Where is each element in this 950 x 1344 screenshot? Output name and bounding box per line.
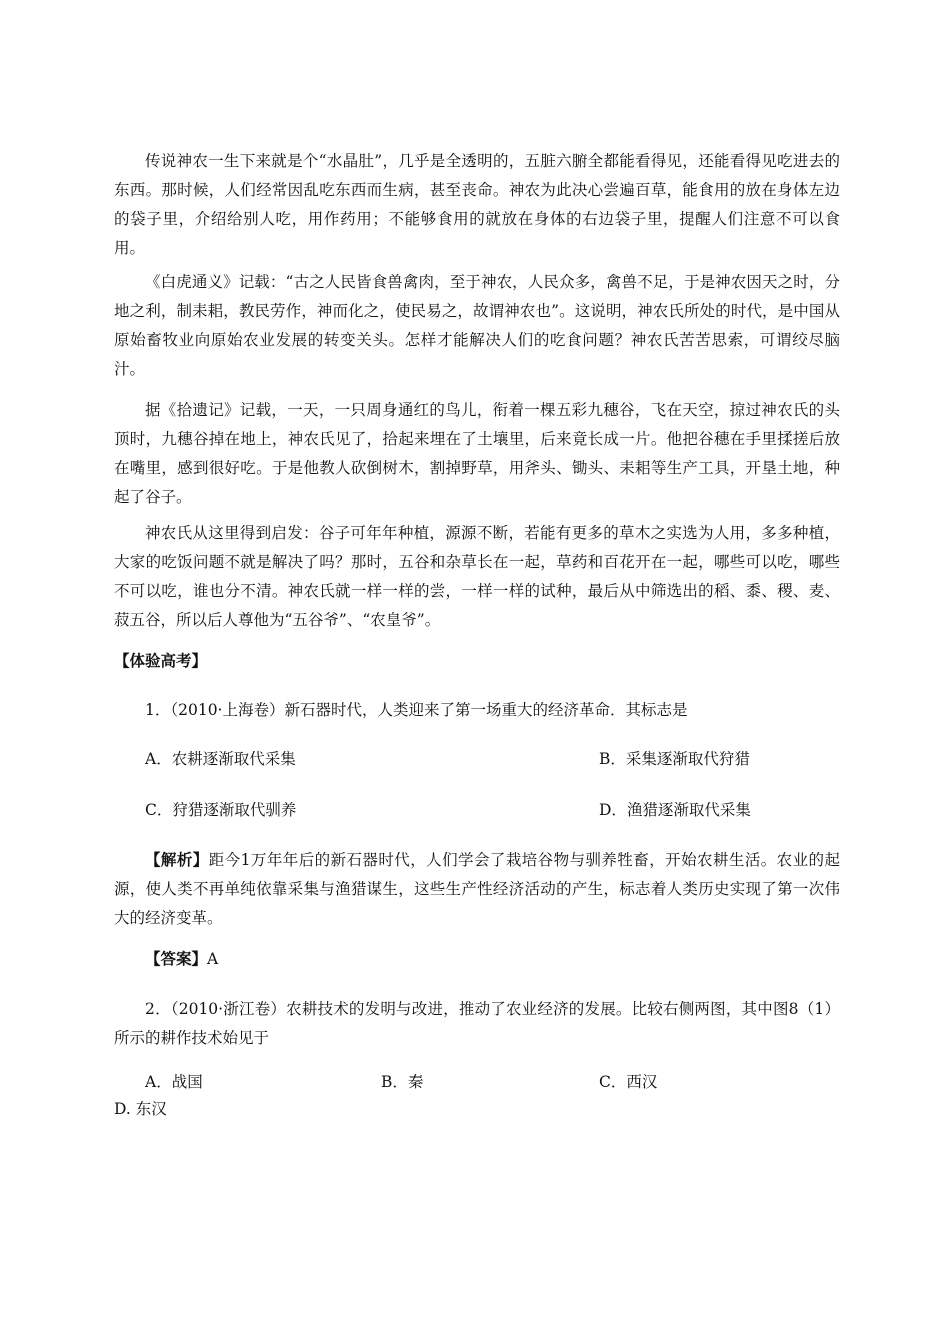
paragraph-shennong-birth: 传说神农一生下来就是个“水晶肚”，几乎是全透明的，五脏六腑全都能看得见，还能看得见吃进去的东西。那时候，人们经常因乱吃东西而生病，甚至丧命。神农为此决心尝遍百草，能食用的放在身体左边的袋子里，介绍给别人吃，用作药用；不能够食用的就放在身体的右边袋子里，提醒人们注意不可以食用。 — [114, 152, 840, 257]
question-1-option-b: B．采集逐渐取代狩猎 — [599, 750, 750, 768]
section-heading: 【体验高考】 — [114, 651, 208, 670]
paragraph-inspiration: 神农氏从这里得到启发：谷子可年年种植，源源不断，若能有更多的草木之实选为人用，多多种植，大家的吃饭问题不就是解决了吗？那时，五谷和杂草长在一起，草药和百花开在一起，哪些可以吃，哪些不可以吃，谁也分不清。神农氏就一样一样的尝，一样一样的试种，最后从中筛选出的稻、黍、稷、麦、菽五谷，所以后人尊他为“五谷爷”、“农皇爷”。 — [114, 524, 840, 629]
analysis-text: 距今1万年年后的新石器时代，人们学会了栽培谷物与驯养牲畜，开始农耕生活。农业的起源，使人类不再单纯依靠采集与渔猎谋生，这些生产性经济活动的产生，标志着人类历史实现了第一次伟大的经济变革。 — [114, 851, 840, 927]
question-1-answer — [145, 944, 218, 974]
paragraph-shiyi-ji: 据《拾遗记》记载，一天，一只周身通红的鸟儿，衔着一棵五彩九穗谷，飞在天空，掠过神农氏的头顶时，九穗谷掉在地上，神农氏见了，拾起来埋在了土壤里，后来竟长成一片。他把谷穗在手里揉搓后放在嘴里，感到很好吃。于是他教人砍倒树木，割掉野草，用斧头、锄头、耒耜等生产工具，开垦土地，种起了谷子。 — [114, 401, 840, 506]
question-2-stem: 2．（2010·浙江卷）农耕技术的发明与改进，推动了农业经济的发展。比较右侧两图，其中图8（1）所示的耕作技术始见于 — [114, 1000, 840, 1047]
answer-label: 【答案】 — [145, 949, 208, 968]
question-2-option-a: A．战国 — [145, 1073, 203, 1091]
question-2-option-b: B．秦 — [381, 1073, 424, 1091]
question-1-option-c: C．狩猎逐渐取代驯养 — [145, 801, 297, 819]
question-1-stem: 1．（2010·上海卷）新石器时代，人类迎来了第一场重大的经济革命．其标志是 — [145, 701, 688, 719]
question-1-option-d: D．渔猎逐渐取代采集 — [599, 801, 751, 819]
question-1-analysis — [114, 845, 840, 933]
question-2-option-d: D. 东汉 — [114, 1100, 167, 1118]
paragraph-baihu-tongyi: 《白虎通义》记载：“古之人民皆食兽禽肉，至于神农，人民众多，禽兽不足，于是神农因天之时，分地之利，制耒耜，教民劳作，神而化之，使民易之，故谓神农也”。这说明，神农氏所处的时代，是中国从原始畜牧业向原始农业发展的转变关头。怎样才能解决人们的吃食问题？神农氏苦苦思索，可谓绞尽脑汁。 — [114, 273, 840, 378]
analysis-label: 【解析】 — [145, 850, 209, 869]
answer-value: A — [207, 950, 219, 968]
question-2-option-c: C．西汉 — [599, 1073, 658, 1091]
question-1-option-a: A．农耕逐渐取代采集 — [145, 750, 296, 768]
